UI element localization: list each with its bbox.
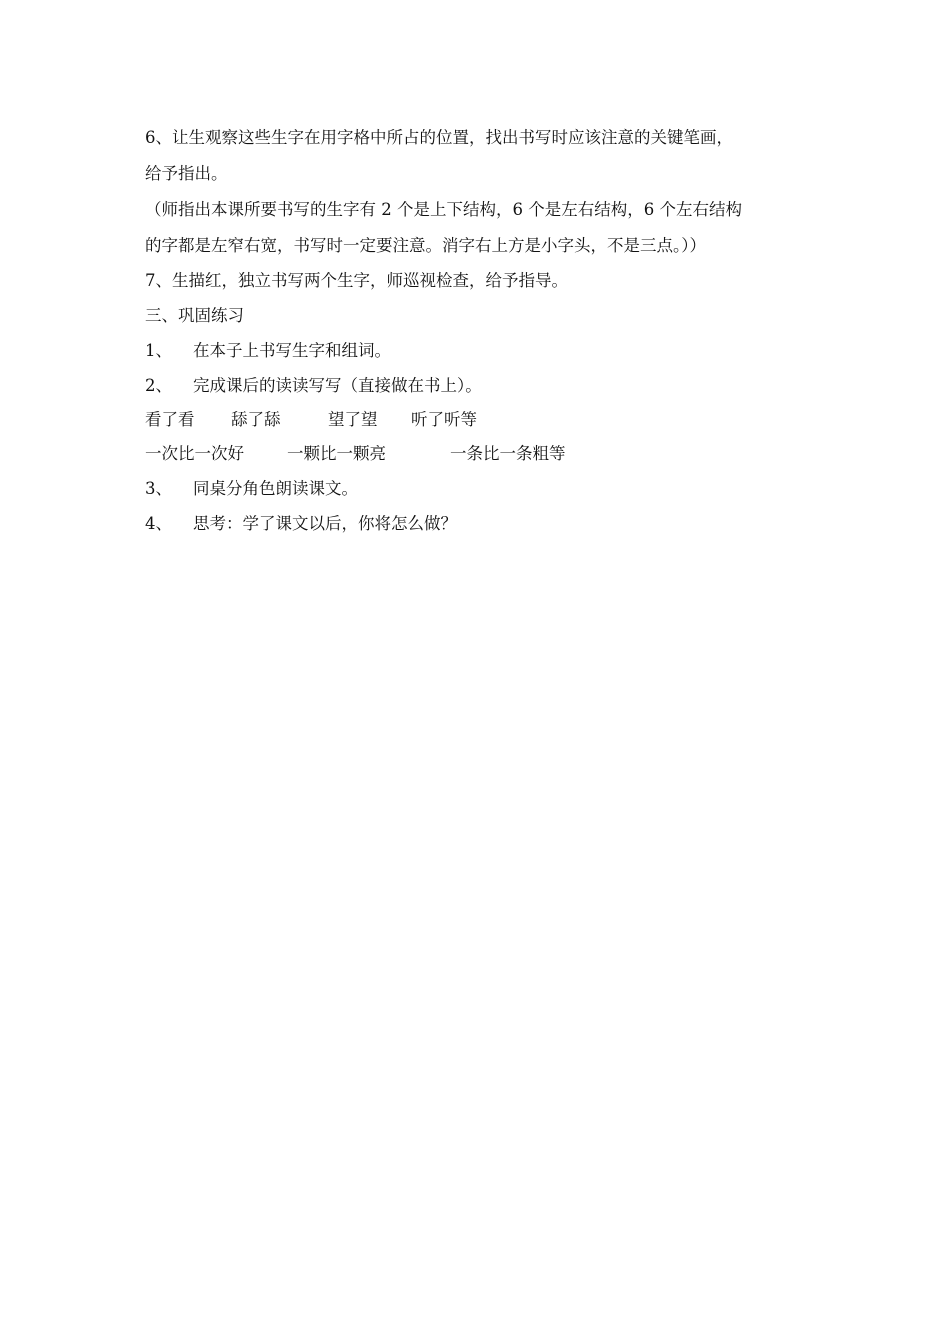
phrase: 望了望 (328, 410, 378, 429)
exercise-number: 3、 (145, 479, 172, 498)
phrase: 听了听等 (411, 410, 477, 429)
exercise-item-3 (145, 479, 358, 499)
phrase: 一条比一条粗等 (450, 444, 566, 463)
note-line2: 的字都是左窄右宽，书写时一定要注意。消字右上方是小字头，不是三点。）） (145, 236, 706, 255)
phrase: 舔了舔 (231, 410, 281, 429)
phrase: 一颗比一颗亮 (287, 444, 386, 463)
phrase: 看了看 (145, 410, 195, 429)
exercise-item-2 (145, 376, 482, 396)
exercise-text: 在本子上书写生字和组词。 (193, 341, 391, 360)
exercise-number: 2、 (145, 376, 172, 395)
step6-line2: 给予指出。 (145, 164, 228, 183)
phrase: 一次比一次好 (145, 444, 244, 463)
exercise-number: 1、 (145, 341, 172, 360)
exercise-text: 完成课后的读读写写（直接做在书上）。 (193, 376, 482, 395)
section3-heading: 三、巩固练习 (145, 306, 244, 325)
step7-line: 7、生描红，独立书写两个生字，师巡视检查，给予指导。 (145, 271, 568, 290)
exercise-number: 4、 (145, 514, 172, 533)
exercise-item-4 (145, 514, 457, 534)
exercise-text: 思考：学了课文以后，你将怎么做？ (193, 514, 457, 533)
exercise-item-1 (145, 341, 391, 361)
step6-line1: 6、让生观察这些生字在用字格中所占的位置，找出书写时应该注意的关键笔画， (145, 128, 733, 147)
exercise-text: 同桌分角色朗读课文。 (193, 479, 358, 498)
note-line1: （师指出本课所要书写的生字有 2 个是上下结构，6 个是左右结构，6 个左右结构 (145, 200, 742, 219)
